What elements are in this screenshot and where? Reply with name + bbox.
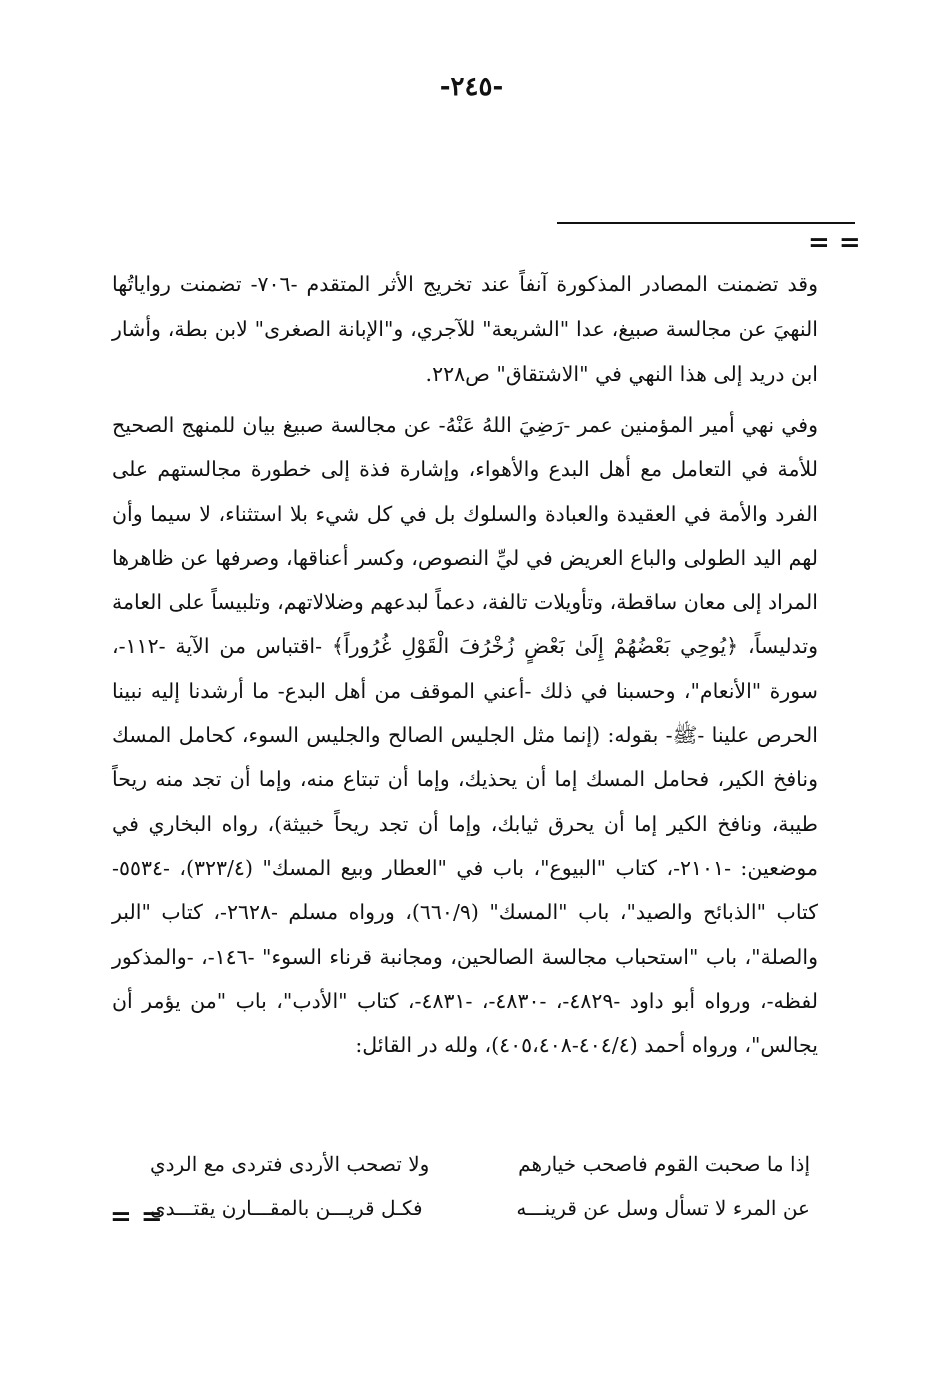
poem-hemistich-second: ولا تصحب الأردى فتردى مع الردي bbox=[150, 1152, 430, 1176]
poem-hemistich-first: عن المرء لا تسأل وسل عن قرينـــه bbox=[516, 1196, 810, 1220]
poem-verse bbox=[150, 1142, 810, 1186]
poem-hemistich-second: فكـل قريـــن بالمقـــارن يقتـــدي bbox=[150, 1196, 423, 1220]
poem-verse bbox=[150, 1186, 810, 1230]
poem bbox=[150, 1142, 810, 1230]
paragraph-sources: وقد تضمنت المصادر المذكورة آنفاً عند تخريج الأثر المتقدم -٧٠٦- تضمنت رواياتُها النهيَ عن مجالسة صبيغ، عدا "الشريعة" للآجري، و"الإبانة الصغرى" لابن بطة، وأشار ابن دريد إلى هذا النهي في "الاشتقاق" ص٢٢٨. bbox=[112, 272, 818, 386]
footnote-separator-line bbox=[557, 222, 855, 224]
continuation-mark-bottom: = = bbox=[110, 1202, 163, 1232]
page-number: -٢٤٥- bbox=[439, 72, 504, 102]
paragraph-commentary: وفي نهي أمير المؤمنين عمر -رَضِيَ اللهُ عَنْهُ- عن مجالسة صبيغ بيان للمنهج الصحيح للأمة في التعامل مع أهل البدع والأهواء، وإشارة فذة إلى خطورة مجالستهم على الفرد والأمة في العقيدة والعبادة والسلوك بل في كل شيء بلا استثناء، لا سيما وأن لهم اليد الطولى والباع العريض في ليِّ النصوص، وكسر أعناقها، وصرفها عن ظاهرها المراد إلى معان ساقطة، وتأويلات تالفة، دعماً لبدعهم وضلالاتهم، وتلبيساً على العامة وتدليساً، ﴿يُوحِي بَعْضُهُمْ إِلَىٰ بَعْضٍ زُخْرُفَ الْقَوْلِ غُرُوراً﴾ -اقتباس من الآية -١١٢-، سورة "الأنعام"، وحسبنا في ذلك -أعني الموقف من أهل البدع- ما أرشدنا إليه نبينا الحرص علينا -ﷺ- بقوله: (إنما مثل الجليس الصالح والجليس السوء، كحامل المسك ونافخ الكير، فحامل المسك إما أن يحذيك، وإما أن تبتاع منه، وإما أن تجد منه ريحاً طيبة، ونافخ الكير إما أن يحرق ثيابك، وإما أن تجد ريحاً خبيثة)، رواه البخاري في موضعين: -٢١٠١-، كتاب "البيوع"، باب في "العطار وبيع المسك" (٣٢٣/٤)، -٥٥٣٤- كتاب "الذبائح والصيد"، باب "المسك" (٦٦٠/٩)، ورواه مسلم -٢٦٢٨-، كتاب "البر والصلة"، باب "استحباب مجالسة الصالحين، ومجانبة قرناء السوء" -١٤٦-، -والمذكور لفظه-، ورواه أبو داود -٤٨٢٩-، -٤٨٣٠-، -٤٨٣١-، كتاب "الأدب"، باب "من يؤمر أن يجالس"، ورواه أحمد (٤٠٤/٤-٤٠٥،٤٠٨)، ولله در القائل: bbox=[112, 413, 819, 1058]
continuation-mark-top: = = bbox=[808, 228, 861, 258]
poem-hemistich-first: إذا ما صحبت القوم فاصحب خيارهم bbox=[518, 1152, 810, 1176]
